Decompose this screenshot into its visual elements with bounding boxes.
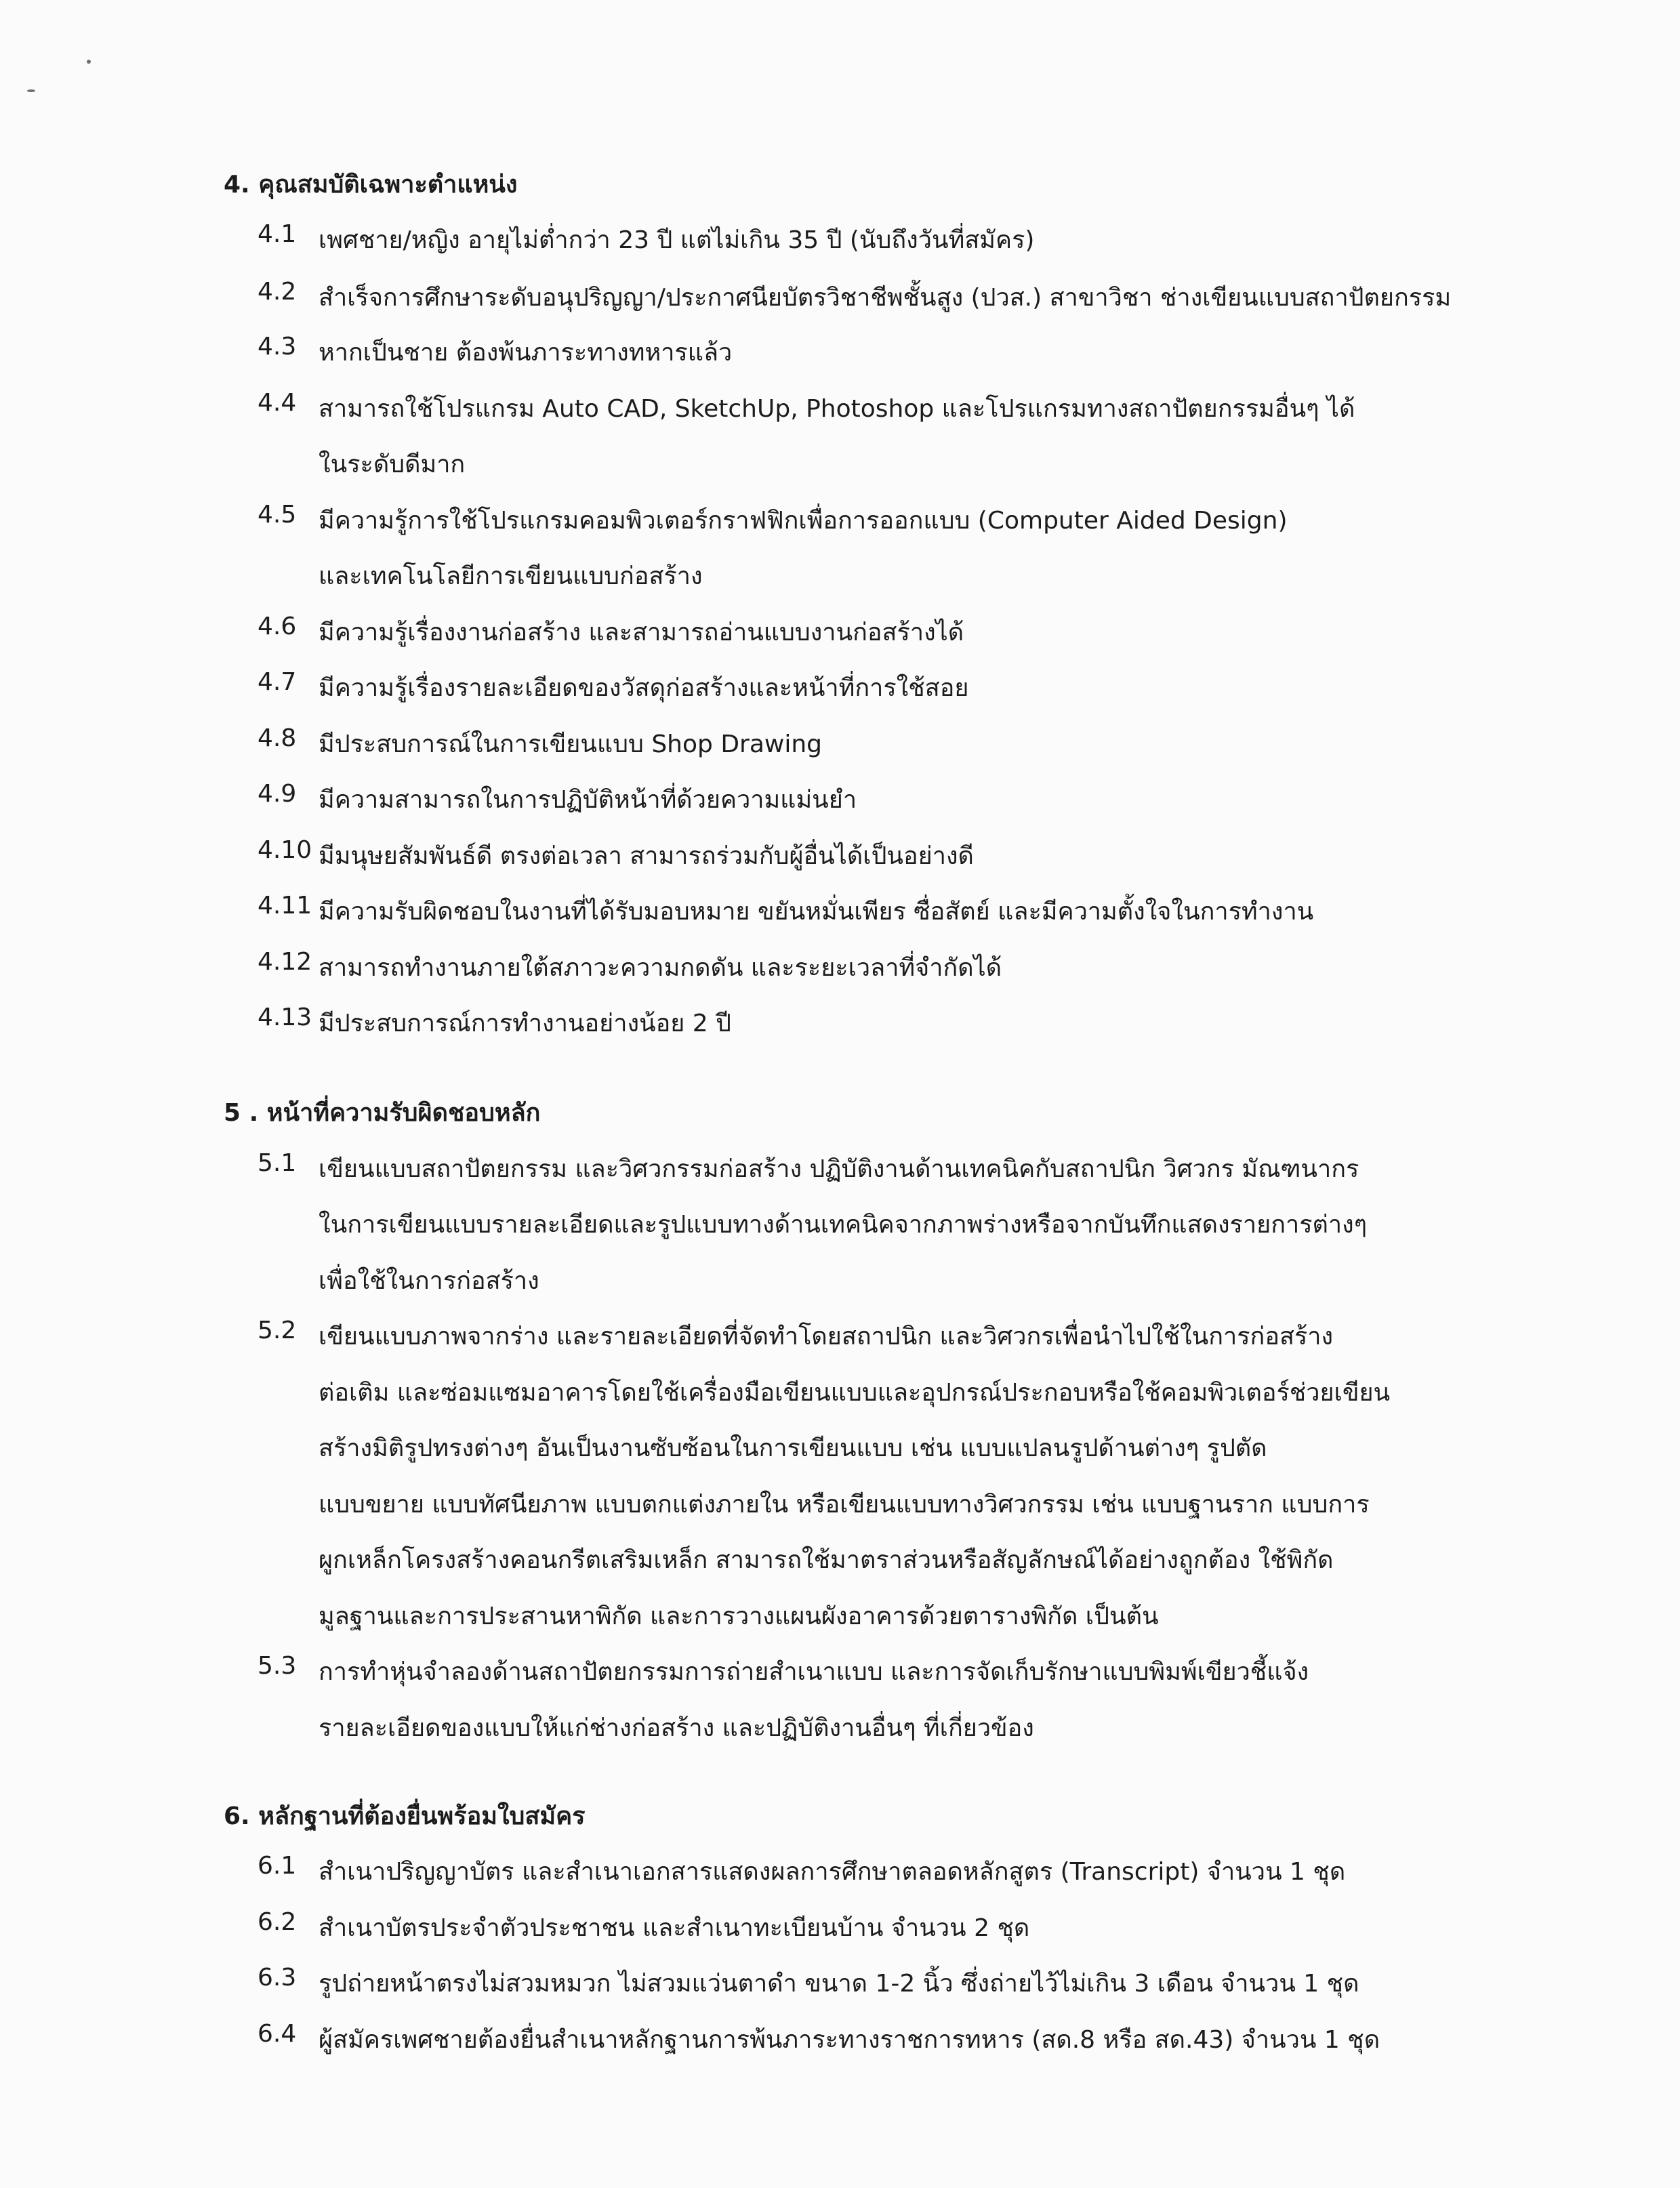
item-text: มีความรู้การใช้โปรแกรมคอมพิวเตอร์กราฟฟิกเพื่อการออกแบบ (Computer Aided Design) — [319, 507, 1288, 535]
item-number: 6.1 — [258, 1852, 297, 1880]
item-number: 4.11 — [258, 892, 312, 920]
item-number: 4.8 — [258, 724, 297, 752]
item-text: สำเนาบัตรประจำตัวประชาชน และสำเนาทะเบียนบ้าน จำนวน 2 ชุด — [319, 1914, 1030, 1942]
item-text-continued: ในระดับดีมาก — [319, 451, 466, 478]
item-number: 6.2 — [258, 1908, 297, 1936]
item-text: มีความรับผิดชอบในงานที่ได้รับมอบหมาย ขยันหมั่นเพียร ซื่อสัตย์ และมีความตั้งใจในการทำงาน — [319, 898, 1314, 926]
item-number: 4.9 — [258, 780, 297, 808]
item-number: 4.12 — [258, 948, 312, 976]
item-number: 4.13 — [258, 1004, 312, 1031]
item-number: 4.2 — [258, 278, 297, 306]
item-number: 5.2 — [258, 1317, 297, 1344]
scan-speck — [87, 60, 91, 64]
item-text: มีความสามารถในการปฏิบัติหน้าที่ด้วยความแม่นยำ — [319, 786, 857, 814]
item-text: หากเป็นชาย ต้องพ้นภาระทางทหารแล้ว — [319, 339, 733, 367]
item-text: มีความรู้เรื่องงานก่อสร้าง และสามารถอ่านแบบงานก่อสร้างได้ — [319, 619, 964, 646]
item-text-continued: สร้างมิติรูปทรงต่างๆ อันเป็นงานซับซ้อนในการเขียนแบบ เช่น แบบแปลนรูปด้านต่างๆ รูปตัด — [319, 1434, 1267, 1462]
item-number: 4.5 — [258, 501, 297, 529]
item-text: สามารถใช้โปรแกรม Auto CAD, SketchUp, Photoshop และโปรแกรมทางสถาปัตยกรรมอื่นๆ ได้ — [319, 395, 1355, 423]
item-text: ผู้สมัครเพศชายต้องยื่นสำเนาหลักฐานการพ้นภาระทางราชการทหาร (สด.8 หรือ สด.43) จำนวน 1 ชุด — [319, 2026, 1380, 2054]
item-number: 5.3 — [258, 1652, 297, 1680]
item-text-continued: เพื่อใช้ในการก่อสร้าง — [319, 1267, 539, 1295]
item-text: รูปถ่ายหน้าตรงไม่สวมหมวก ไม่สวมแว่นตาดำ ขนาด 1-2 นิ้ว ซึ่งถ่ายไว้ไม่เกิน 3 เดือน จำนวน 1 ชุด — [319, 1970, 1359, 1998]
item-number: 5.1 — [258, 1149, 297, 1177]
item-text-continued: ต่อเติม และซ่อมแซมอาคารโดยใช้เครื่องมือเขียนแบบและอุปกรณ์ประกอบหรือใช้คอมพิวเตอร์ช่วยเขียน — [319, 1379, 1391, 1407]
item-text: สำเนาปริญญาบัตร และสำเนาเอกสารแสดงผลการศึกษาตลอดหลักสูตร (Transcript) จำนวน 1 ชุด — [319, 1858, 1346, 1886]
item-text: เขียนแบบภาพจากร่าง และรายละเอียดที่จัดทำโดยสถาปนิก และวิศวกรเพื่อนำไปใช้ในการก่อสร้าง — [319, 1323, 1334, 1350]
item-text-continued: รายละเอียดของแบบให้แก่ช่างก่อสร้าง และปฏิบัติงานอื่นๆ ที่เกี่ยวข้อง — [319, 1714, 1034, 1742]
item-number: 4.4 — [258, 389, 297, 417]
scan-speck — [27, 89, 35, 92]
item-text: มีประสบการณ์ในการเขียนแบบ Shop Drawing — [319, 730, 823, 758]
item-text-continued: และเทคโนโลยีการเขียนแบบก่อสร้าง — [319, 562, 703, 590]
item-text: มีประสบการณ์การทำงานอย่างน้อย 2 ปี — [319, 1010, 731, 1037]
section-heading-required-documents: 6. หลักฐานที่ต้องยื่นพร้อมใบสมัคร — [224, 1802, 586, 1830]
item-text-continued: แบบขยาย แบบทัศนียภาพ แบบตกแต่งภายใน หรือเขียนแบบทางวิศวกรรม เช่น แบบฐานราก แบบการ — [319, 1491, 1370, 1519]
item-text-continued: ผูกเหล็กโครงสร้างคอนกรีตเสริมเหล็ก สามารถใช้มาตราส่วนหรือสัญลักษณ์ได้อย่างถูกต้อง ใช้พิกัด — [319, 1546, 1334, 1574]
item-number: 4.6 — [258, 613, 297, 640]
item-text: เขียนแบบสถาปัตยกรรม และวิศวกรรมก่อสร้าง ปฏิบัติงานด้านเทคนิคกับสถาปนิก วิศวกร มัณฑนากร — [319, 1155, 1359, 1183]
item-text-continued: ในการเขียนแบบรายละเอียดและรูปแบบทางด้านเทคนิคจากภาพร่างหรือจากบันทึกแสดงรายการต่างๆ — [319, 1211, 1368, 1239]
item-number: 4.1 — [258, 220, 297, 248]
item-text: มีความรู้เรื่องรายละเอียดของวัสดุก่อสร้างและหน้าที่การใช้สอย — [319, 674, 969, 702]
item-text: เพศชาย/หญิง อายุไม่ต่ำกว่า 23 ปี แต่ไม่เกิน 35 ปี (นับถึงวันที่สมัคร) — [319, 226, 1035, 254]
item-text: การทำหุ่นจำลองด้านสถาปัตยกรรมการถ่ายสำเนาแบบ และการจัดเก็บรักษาแบบพิมพ์เขียวชี้แจ้ง — [319, 1658, 1309, 1686]
item-number: 4.10 — [258, 836, 312, 864]
item-number: 6.4 — [258, 2020, 297, 2048]
section-heading-qualifications: 4. คุณสมบัติเฉพาะตำแหน่ง — [224, 171, 518, 199]
item-number: 6.3 — [258, 1964, 297, 1991]
item-text: สามารถทำงานภายใต้สภาวะความกดดัน และระยะเวลาที่จำกัดได้ — [319, 954, 1002, 982]
item-number: 4.7 — [258, 668, 297, 696]
section-heading-responsibilities: 5 . หน้าที่ความรับผิดชอบหลัก — [224, 1099, 541, 1127]
item-text: มีมนุษยสัมพันธ์ดี ตรงต่อเวลา สามารถร่วมกับผู้อื่นได้เป็นอย่างดี — [319, 842, 974, 870]
item-text: สำเร็จการศึกษาระดับอนุปริญญา/ประกาศนียบัตรวิชาชีพชั้นสูง (ปวส.) สาขาวิชา ช่างเขียนแบบสถาปัตยกรรม — [319, 284, 1452, 312]
item-text-continued: มูลฐานและการประสานหาพิกัด และการวางแผนผังอาคารด้วยตารางพิกัด เป็นต้น — [319, 1603, 1159, 1630]
item-number: 4.3 — [258, 333, 297, 360]
